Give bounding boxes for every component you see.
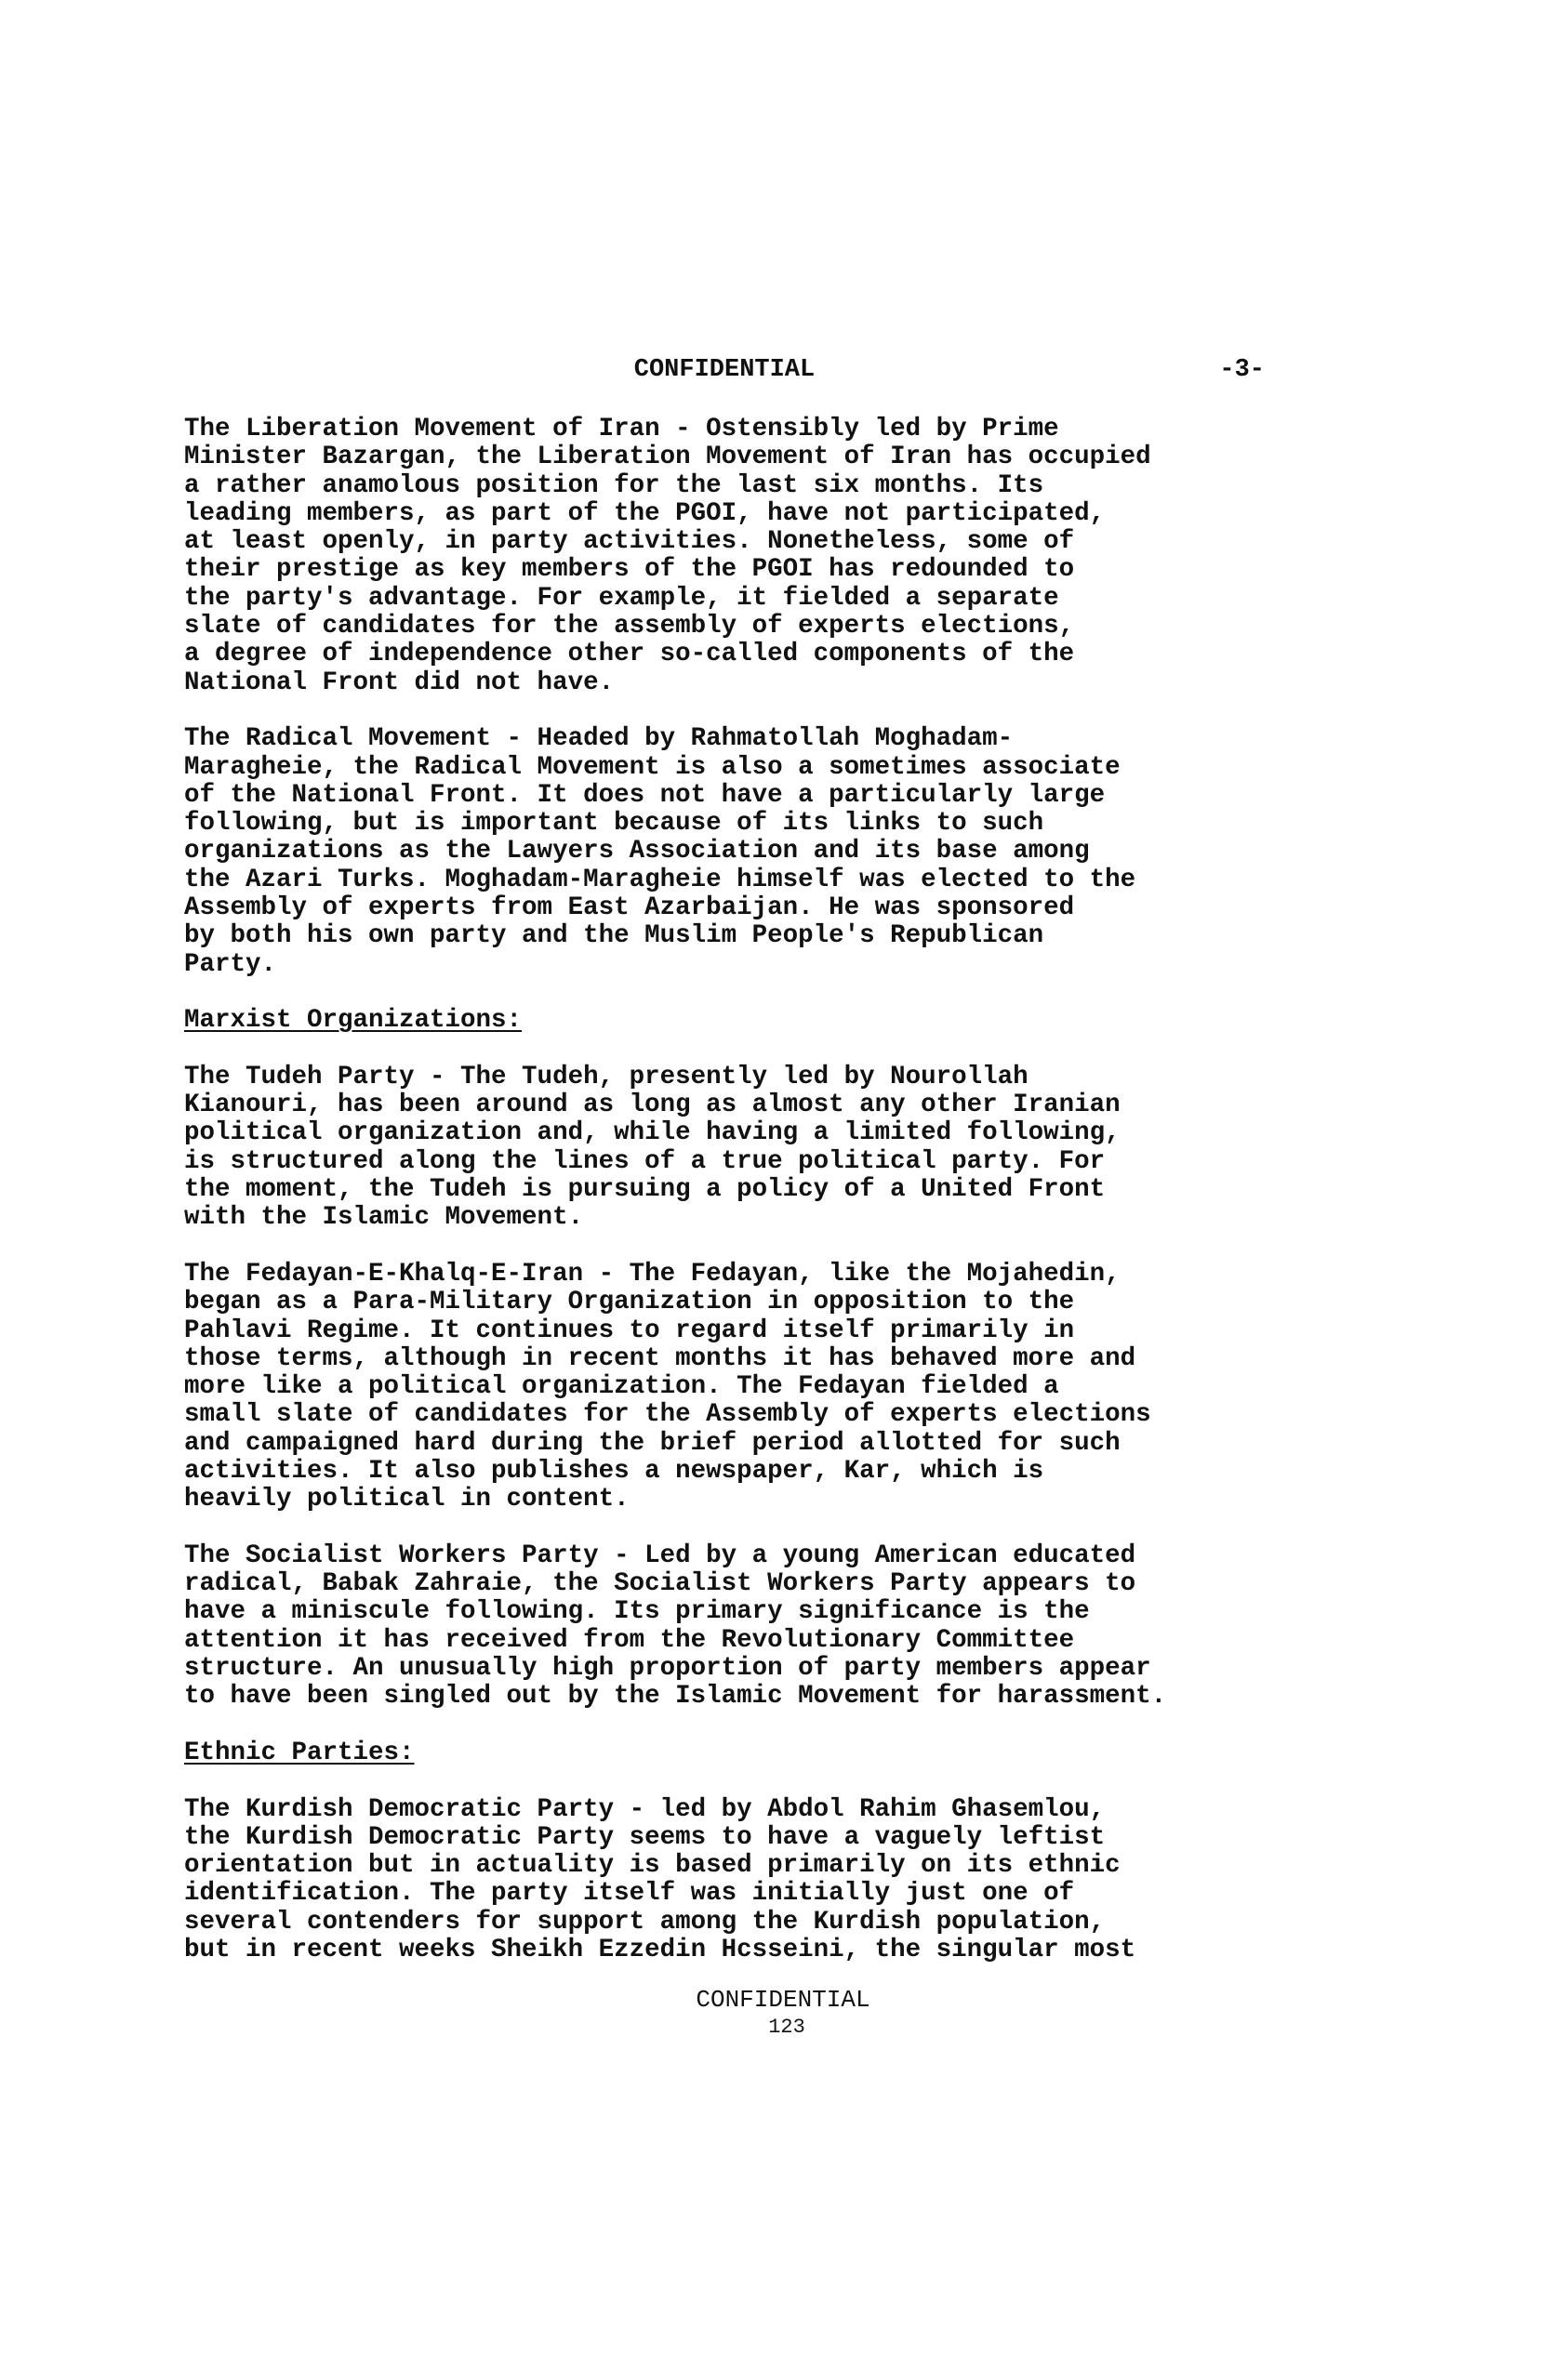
document-body <box>184 416 1291 1993</box>
page-footer <box>0 1986 1566 2042</box>
paragraph-radical-movement: The Radical Movement - Headed by Rahmatollah Moghadam- Maragheie, the Radical Movement is also a sometimes associate of the National Front. It does not have a particularly large following, but is important because of its links to such organizations as the Lawyers Association and its base among the Azari Turks. Moghadam-Maragheie himself was elected to the Assembly of experts from East Azarbaijan. He was sponsored by both his own party and the Muslim People's Republican Party. <box>184 724 1136 979</box>
header-classification: CONFIDENTIAL <box>633 356 816 384</box>
footer-page-number: 123 <box>768 2016 805 2039</box>
footer-classification: CONFIDENTIAL <box>696 1986 870 2014</box>
paragraph-socialist-workers: The Socialist Workers Party - Led by a young American educated radical, Babak Zahraie, the Socialist Workers Party appears to have a miniscule following. Its primary significance is the attention it has received from the Revolutionary Committee structure. An unusually high proportion of party members appear to have been singled out by the Islamic Movement for harassment. <box>184 1540 1167 1712</box>
section-heading-ethnic: Ethnic Parties: <box>184 1738 415 1767</box>
header-page-marker: -3- <box>1219 356 1265 384</box>
paragraph-liberation-movement: The Liberation Movement of Iran - Ostensibly led by Prime Minister Bazargan, the Liberation Movement of Iran has occupied a rather anamolous position for the last six months. Its leading members, as part of the PGOI, have not participated, at least openly, in party activities. Nonetheless, some of their prestige as key members of the PGOI has redounded to the party's advantage. For example, it fielded a separate slate of candidates for the assembly of experts elections, a degree of independence other so-called components of the National Front did not have. <box>184 415 1151 697</box>
section-heading-marxist: Marxist Organizations: <box>184 1006 523 1036</box>
paragraph-kurdish-democratic: The Kurdish Democratic Party - led by Abdol Rahim Ghasemlou, the Kurdish Democratic Party seems to have a vaguely leftist orientation but in actuality is based primarily on its ethnic identification. The party itself was initially just one of several contenders for support among the Kurdish population, but in recent weeks Sheikh Ezzedin Hcsseini, the singular most <box>184 1794 1136 1965</box>
paragraph-fedayan: The Fedayan-E-Khalq-E-Iran - The Fedayan, like the Mojahedin, began as a Para-Military Organization in opposition to the Pahlavi Regime. It continues to regard itself primarily in those terms, although in recent months it has behaved more and more like a political organization. The Fedayan fielded a small slate of candidates for the Assembly of experts elections and campaigned hard during the brief period allotted for such activities. It also publishes a newspaper, Kar, which is heavily political in content. <box>184 1259 1151 1514</box>
page-header <box>184 356 1265 393</box>
paragraph-tudeh-party: The Tudeh Party - The Tudeh, presently led by Nourollah Kianouri, has been around as long as almost any other Iranian political organization and, while having a limited following, is structured along the lines of a true political party. For the moment, the Tudeh is pursuing a policy of a United Front with the Islamic Movement. <box>184 1062 1121 1233</box>
